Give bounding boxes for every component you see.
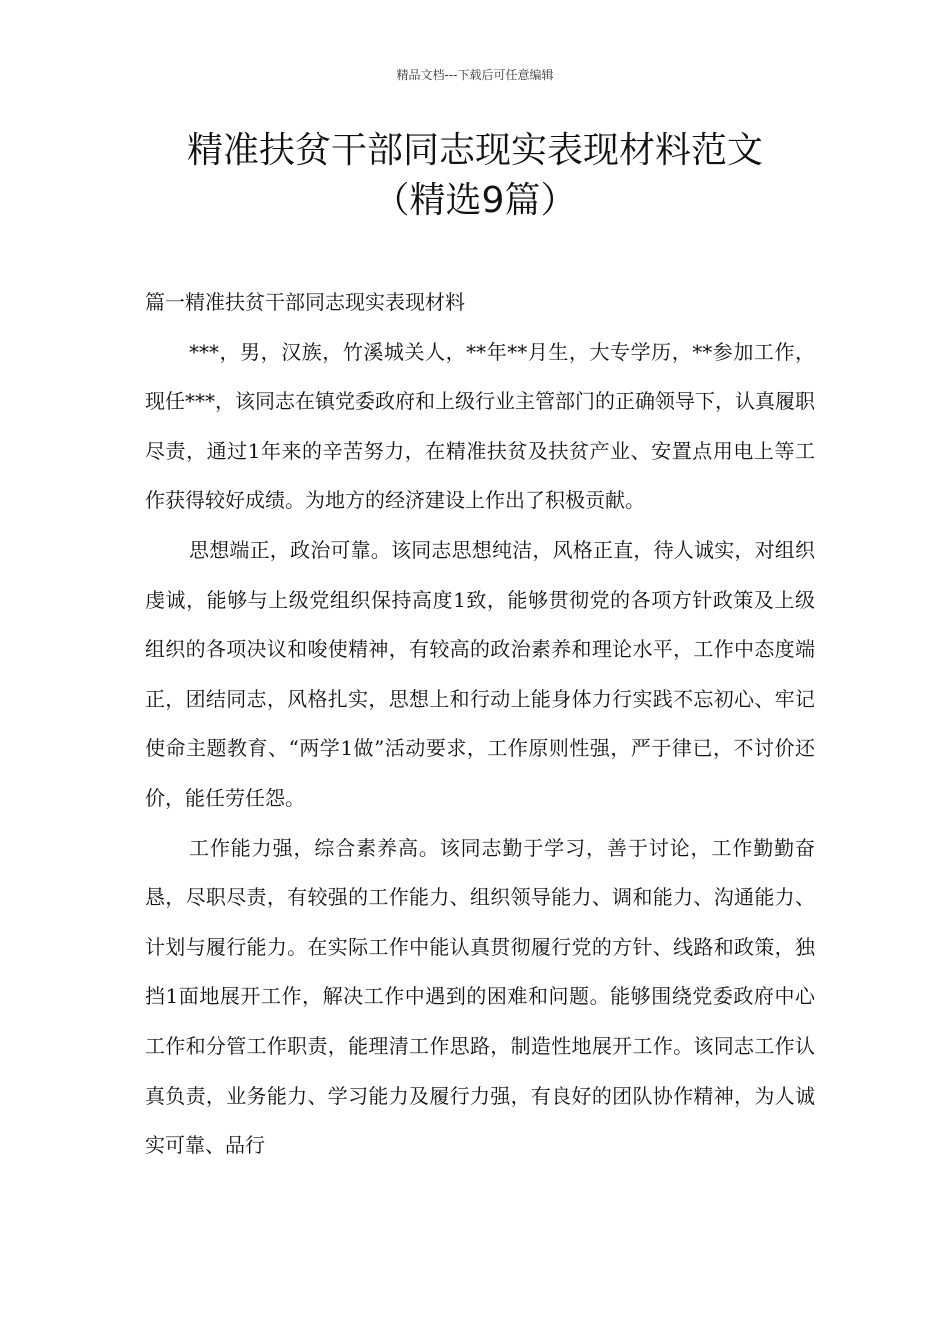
document-title	[0, 126, 950, 226]
section-heading: 篇一精准扶贫干部同志现实表现材料	[145, 290, 465, 314]
paragraph-2: 思想端正，政治可靠。该同志思想纯洁，风格正直，待人诚实，对组织虔诚，能够与上级党组织保持高度1致，能够贯彻党的各项方针政策及上级组织的各项决议和唆使精神，有较高的政治素养和理论水平，工作中态度端正，团结同志，风格扎实，思想上和行动上能身体力行实践不忘初心、牢记使命主题教育、“两学1做”活动要求，工作原则性强，严于律已，不讨价还价，能任劳任怨。	[145, 537, 815, 810]
title-line-2: （精选9篇）	[373, 180, 577, 221]
title-line-1: 精准扶贫干部同志现实表现材料范文	[186, 130, 763, 171]
document-body	[145, 278, 815, 1171]
paragraph-1: ***，男，汉族，竹溪城关人，**年**月生，大专学历，**参加工作，现任***，该同志在镇党委政府和上级行业主管部门的正确领导下，认真履职尽责，通过1年来的辛苦努力，在精准扶贫及扶贫产业、安置点用电上等工作获得较好成绩。为地方的经济建设上作出了积极贡献。	[145, 339, 815, 513]
paragraph-3: 工作能力强，综合素养高。该同志勤于学习，善于讨论，工作勤勤奋恳，尽职尽责，有较强的工作能力、组织领导能力、调和能力、沟通能力、计划与履行能力。在实际工作中能认真贯彻履行党的方针、线路和政策，独挡1面地展开工作，解决工作中遇到的困难和问题。能够围绕党委政府中心工作和分管工作职责，能理清工作思路，制造性地展开工作。该同志工作认真负责，业务能力、学习能力及履行力强，有良好的团队协作精神，为人诚实可靠、品行	[145, 835, 815, 1158]
page-header-note: 精品文档---下载后可任意编辑	[396, 68, 554, 82]
